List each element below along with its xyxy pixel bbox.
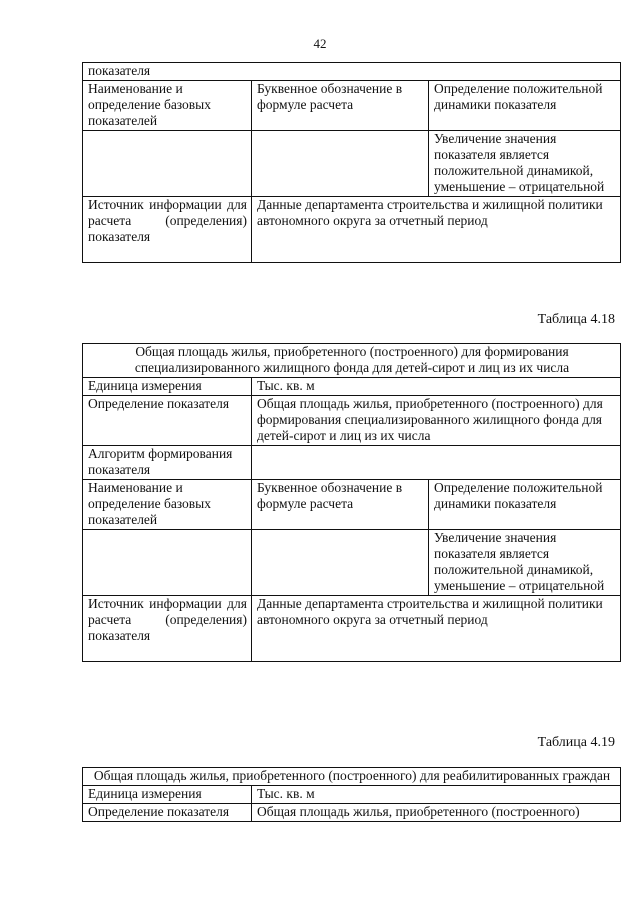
definition-value: Общая площадь жилья, приобретенного (построенного) [252,804,621,822]
positive-dynamics-value: Увеличение значения показателя является положительной динамикой, уменьшение – отрицательной [429,530,621,596]
table-4-18 [82,343,621,662]
positive-dynamics-value: Увеличение значения показателя является положительной динамикой, уменьшение – отрицательной [429,131,621,197]
table-row [83,786,621,804]
unit-label: Единица измерения [83,786,252,804]
table-row [83,131,621,197]
table-4-19 [82,767,621,822]
table-row [83,768,621,786]
table-continuation [82,62,621,263]
source-value: Данные департамента строительства и жилищной политики автономного округа за отчетный период [252,197,621,263]
table-row [83,530,621,596]
positive-dynamics-label: Определение положительной динамики показателя [429,81,621,131]
table-title: Общая площадь жилья, приобретенного (построенного) для реабилитированных граждан [83,768,621,786]
empty-cell [83,131,252,197]
algorithm-label: Алгоритм формирования показателя [83,446,252,480]
table-caption-4-19: Таблица 4.19 [537,735,615,750]
table-row [83,480,621,530]
empty-cell [252,131,429,197]
table-caption-4-18: Таблица 4.18 [537,312,615,327]
definition-label: Определение показателя [83,804,252,822]
empty-cell [252,530,429,596]
source-label: Источник информации для расчета (определения) показателя [83,197,252,263]
unit-label: Единица измерения [83,378,252,396]
positive-dynamics-label: Определение положительной динамики показателя [429,480,621,530]
definition-value: Общая площадь жилья, приобретенного (построенного) для формирования специализированного жилищного фонда для детей-сирот и лиц из их числа [252,396,621,446]
continuation-text: показателя [83,63,621,81]
table-row [83,344,621,378]
base-indicators-label: Наименование и определение базовых показателей [83,480,252,530]
definition-label: Определение показателя [83,396,252,446]
table-row [83,378,621,396]
table-row [83,81,621,131]
table-row [83,446,621,480]
source-label: Источник информации для расчета (определения) показателя [83,596,252,662]
unit-value: Тыс. кв. м [252,378,621,396]
base-indicators-label: Наименование и определение базовых показателей [83,81,252,131]
algorithm-value [252,446,621,480]
table-row [83,396,621,446]
table-row [83,804,621,822]
table-title: Общая площадь жилья, приобретенного (построенного) для формирования специализированного жилищного фонда для детей-сирот и лиц из их числа [83,344,621,378]
page-number: 42 [313,36,327,51]
unit-value: Тыс. кв. м [252,786,621,804]
table-row [83,63,621,81]
table-row [83,596,621,662]
source-value: Данные департамента строительства и жилищной политики автономного округа за отчетный период [252,596,621,662]
empty-cell [83,530,252,596]
letter-designation-label: Буквенное обозначение в формуле расчета [252,480,429,530]
letter-designation-label: Буквенное обозначение в формуле расчета [252,81,429,131]
table-row [83,197,621,263]
